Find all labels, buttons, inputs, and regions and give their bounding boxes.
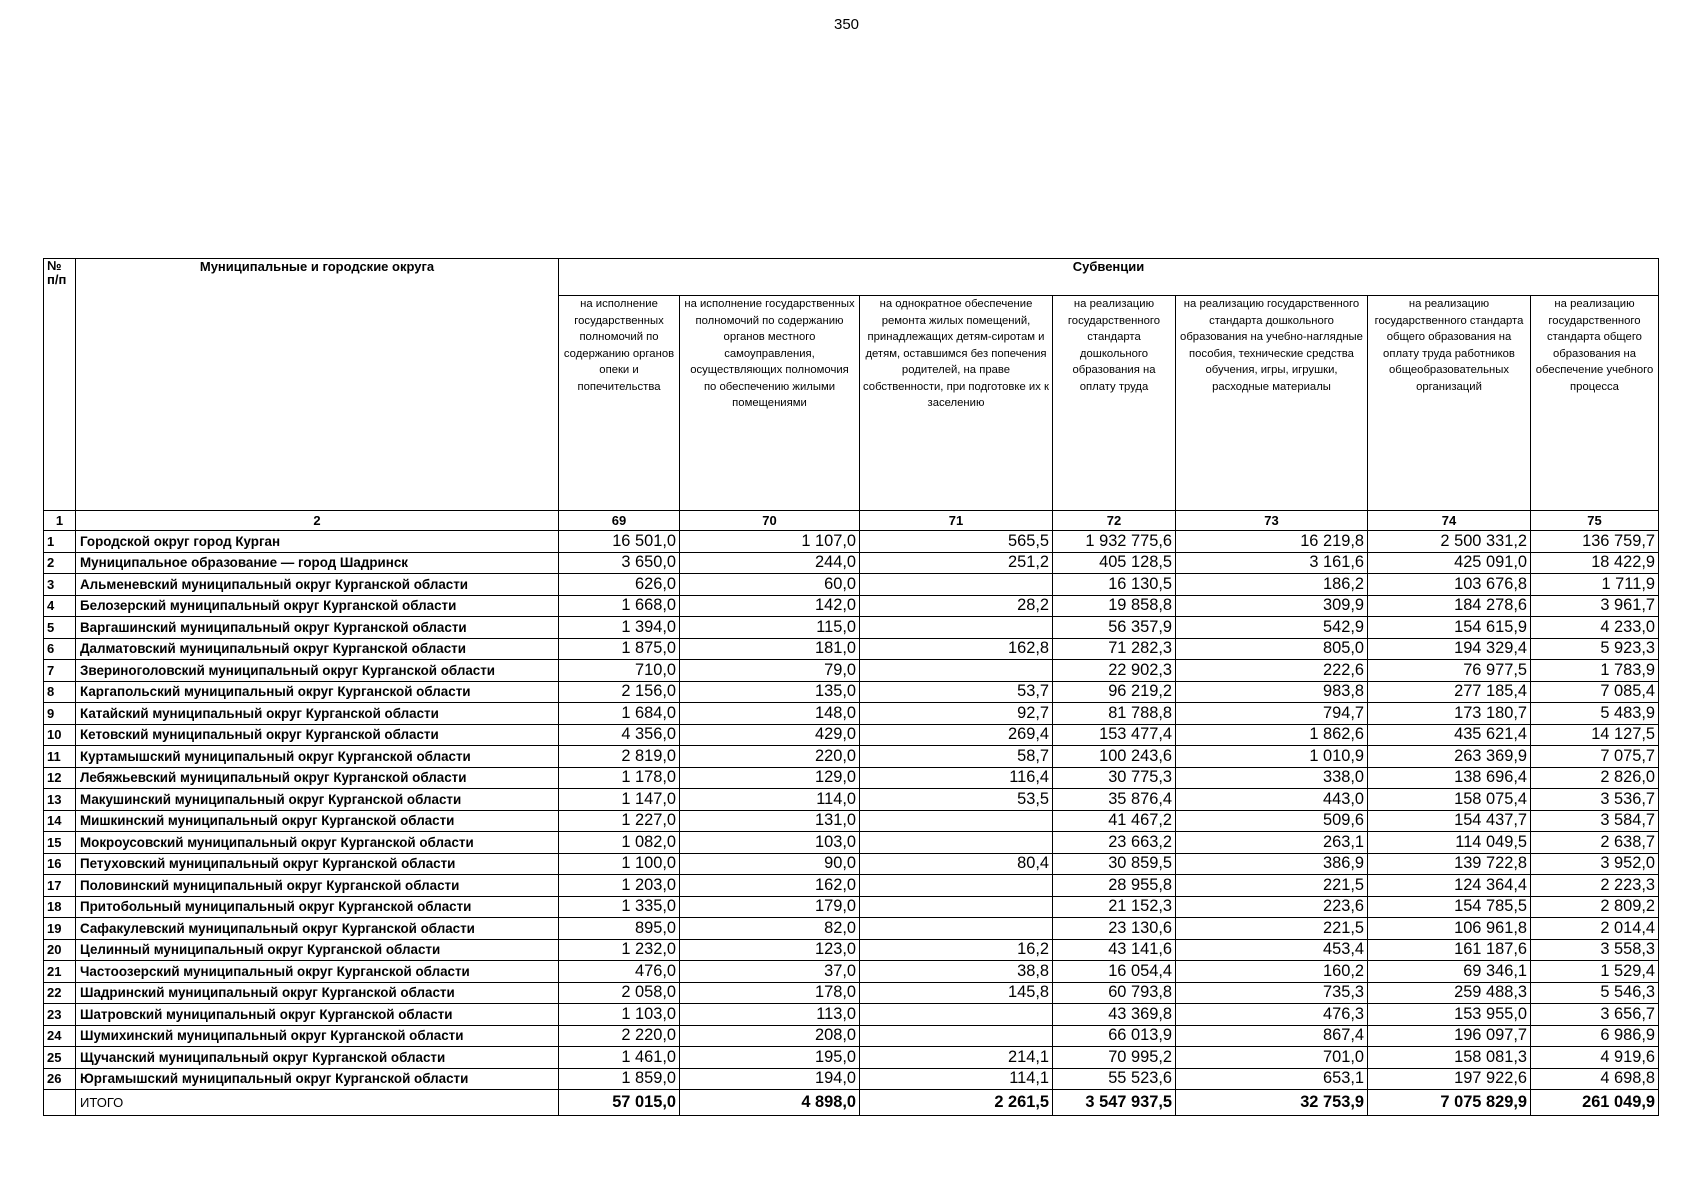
value-cell: 2 220,0	[559, 1025, 680, 1047]
value-cell: 453,4	[1176, 939, 1368, 961]
value-cell: 805,0	[1176, 638, 1368, 660]
value-cell: 4 698,8	[1531, 1068, 1659, 1090]
value-cell: 701,0	[1176, 1047, 1368, 1069]
row-number: 13	[44, 789, 76, 811]
table-row	[44, 982, 1659, 1004]
value-cell: 1 100,0	[559, 853, 680, 875]
value-cell: 208,0	[680, 1025, 860, 1047]
value-cell: 53,5	[860, 789, 1053, 811]
value-cell: 1 147,0	[559, 789, 680, 811]
value-cell: 220,0	[680, 746, 860, 768]
column-header: на исполнение государственных полномочий по содержанию органов местного самоуправления, осуществляющих полномочия по обеспечению жилыми помещениями	[680, 296, 860, 511]
value-cell: 18 422,9	[1531, 552, 1659, 574]
value-cell: 124 364,4	[1368, 875, 1531, 897]
table-row	[44, 617, 1659, 639]
value-cell: 28,2	[860, 595, 1053, 617]
value-cell: 148,0	[680, 703, 860, 725]
value-cell: 179,0	[680, 896, 860, 918]
total-cell: 7 075 829,9	[1368, 1090, 1531, 1116]
district-name: Щучанский муниципальный округ Курганской области	[76, 1047, 559, 1069]
value-cell: 138 696,4	[1368, 767, 1531, 789]
total-cell: 4 898,0	[680, 1090, 860, 1116]
value-cell: 16 219,8	[1176, 531, 1368, 553]
value-cell: 38,8	[860, 961, 1053, 983]
value-cell: 56 357,9	[1053, 617, 1176, 639]
value-cell: 161 187,6	[1368, 939, 1531, 961]
value-cell: 565,5	[860, 531, 1053, 553]
value-cell: 115,0	[680, 617, 860, 639]
value-cell: 106 961,8	[1368, 918, 1531, 940]
value-cell: 129,0	[680, 767, 860, 789]
value-cell: 429,0	[680, 724, 860, 746]
value-cell: 338,0	[1176, 767, 1368, 789]
value-cell: 263 369,9	[1368, 746, 1531, 768]
value-cell: 983,8	[1176, 681, 1368, 703]
value-cell: 14 127,5	[1531, 724, 1659, 746]
table-row	[44, 918, 1659, 940]
row-number: 15	[44, 832, 76, 854]
total-cell: 32 753,9	[1176, 1090, 1368, 1116]
column-header: на реализацию государственного стандарта дошкольного образования на оплату труда	[1053, 296, 1176, 511]
value-cell: 476,0	[559, 961, 680, 983]
value-cell	[860, 918, 1053, 940]
table-row	[44, 939, 1659, 961]
value-cell: 162,8	[860, 638, 1053, 660]
district-name: Кетовский муниципальный округ Курганской области	[76, 724, 559, 746]
district-name: Шадринский муниципальный округ Курганской области	[76, 982, 559, 1004]
value-cell: 100 243,6	[1053, 746, 1176, 768]
value-cell	[860, 660, 1053, 682]
row-number: 9	[44, 703, 76, 725]
value-cell: 1 227,0	[559, 810, 680, 832]
value-cell: 435 621,4	[1368, 724, 1531, 746]
row-number: 4	[44, 595, 76, 617]
value-cell: 76 977,5	[1368, 660, 1531, 682]
column-index: 69	[559, 511, 680, 531]
value-cell: 2 156,0	[559, 681, 680, 703]
district-name: Макушинский муниципальный округ Курганской области	[76, 789, 559, 811]
value-cell: 173 180,7	[1368, 703, 1531, 725]
table-row	[44, 853, 1659, 875]
value-cell: 269,4	[860, 724, 1053, 746]
value-cell: 16 054,4	[1053, 961, 1176, 983]
value-cell: 1 862,6	[1176, 724, 1368, 746]
column-index: 2	[76, 511, 559, 531]
value-cell: 160,2	[1176, 961, 1368, 983]
value-cell: 4 233,0	[1531, 617, 1659, 639]
value-cell: 3 961,7	[1531, 595, 1659, 617]
value-cell: 263,1	[1176, 832, 1368, 854]
value-cell: 30 775,3	[1053, 767, 1176, 789]
table-footer	[44, 1090, 1659, 1116]
value-cell: 194,0	[680, 1068, 860, 1090]
district-name: Шатровский муниципальный округ Курганской области	[76, 1004, 559, 1026]
row-number-header: № п/п	[44, 259, 76, 511]
value-cell: 103 676,8	[1368, 574, 1531, 596]
value-cell: 1 394,0	[559, 617, 680, 639]
value-cell: 3 584,7	[1531, 810, 1659, 832]
table-row	[44, 961, 1659, 983]
value-cell: 4 356,0	[559, 724, 680, 746]
value-cell: 58,7	[860, 746, 1053, 768]
value-cell: 223,6	[1176, 896, 1368, 918]
header-row	[44, 259, 1659, 296]
table-row	[44, 660, 1659, 682]
value-cell: 60,0	[680, 574, 860, 596]
value-cell: 5 546,3	[1531, 982, 1659, 1004]
value-cell: 19 858,8	[1053, 595, 1176, 617]
district-name: Катайский муниципальный округ Курганской области	[76, 703, 559, 725]
value-cell: 3 952,0	[1531, 853, 1659, 875]
table-row	[44, 1068, 1659, 1090]
value-cell: 43 369,8	[1053, 1004, 1176, 1026]
value-cell: 251,2	[860, 552, 1053, 574]
value-cell: 158 075,4	[1368, 789, 1531, 811]
row-number: 16	[44, 853, 76, 875]
value-cell: 16 501,0	[559, 531, 680, 553]
value-cell: 2 223,3	[1531, 875, 1659, 897]
value-cell: 136 759,7	[1531, 531, 1659, 553]
value-cell: 4 919,6	[1531, 1047, 1659, 1069]
value-cell: 90,0	[680, 853, 860, 875]
column-index: 75	[1531, 511, 1659, 531]
district-name: Юргамышский муниципальный округ Курганской области	[76, 1068, 559, 1090]
column-index: 70	[680, 511, 860, 531]
district-name: Целинный муниципальный округ Курганской области	[76, 939, 559, 961]
value-cell: 66 013,9	[1053, 1025, 1176, 1047]
table-row	[44, 789, 1659, 811]
value-cell: 81 788,8	[1053, 703, 1176, 725]
value-cell: 16,2	[860, 939, 1053, 961]
value-cell: 21 152,3	[1053, 896, 1176, 918]
value-cell: 1 783,9	[1531, 660, 1659, 682]
table-row	[44, 1025, 1659, 1047]
value-cell: 1 668,0	[559, 595, 680, 617]
value-cell: 405 128,5	[1053, 552, 1176, 574]
value-cell: 794,7	[1176, 703, 1368, 725]
value-cell: 23 663,2	[1053, 832, 1176, 854]
value-cell: 1 932 775,6	[1053, 531, 1176, 553]
table-row	[44, 531, 1659, 553]
row-number: 18	[44, 896, 76, 918]
subventions-table	[43, 258, 1659, 1116]
value-cell: 60 793,8	[1053, 982, 1176, 1004]
total-cell: 57 015,0	[559, 1090, 680, 1116]
value-cell: 196 097,7	[1368, 1025, 1531, 1047]
value-cell: 2 058,0	[559, 982, 680, 1004]
value-cell: 145,8	[860, 982, 1053, 1004]
table-row	[44, 681, 1659, 703]
page-number: 350	[833, 16, 860, 33]
row-number: 10	[44, 724, 76, 746]
table-row	[44, 810, 1659, 832]
total-label: ИТОГО	[76, 1090, 559, 1116]
column-index-row	[44, 511, 1659, 531]
value-cell: 194 329,4	[1368, 638, 1531, 660]
column-index: 1	[44, 511, 76, 531]
value-cell: 184 278,6	[1368, 595, 1531, 617]
row-number: 17	[44, 875, 76, 897]
district-name: Половинский муниципальный округ Курганской области	[76, 875, 559, 897]
value-cell: 7 075,7	[1531, 746, 1659, 768]
value-cell: 69 346,1	[1368, 961, 1531, 983]
value-cell: 443,0	[1176, 789, 1368, 811]
value-cell: 626,0	[559, 574, 680, 596]
row-number: 1	[44, 531, 76, 553]
row-number: 24	[44, 1025, 76, 1047]
value-cell: 5 483,9	[1531, 703, 1659, 725]
row-number: 11	[44, 746, 76, 768]
row-number: 8	[44, 681, 76, 703]
value-cell: 1 875,0	[559, 638, 680, 660]
value-cell: 80,4	[860, 853, 1053, 875]
value-cell: 2 014,4	[1531, 918, 1659, 940]
value-cell: 509,6	[1176, 810, 1368, 832]
value-cell: 1 461,0	[559, 1047, 680, 1069]
value-cell: 214,1	[860, 1047, 1053, 1069]
table-row	[44, 1004, 1659, 1026]
table-row	[44, 703, 1659, 725]
value-cell: 309,9	[1176, 595, 1368, 617]
district-name: Далматовский муниципальный округ Курганской области	[76, 638, 559, 660]
subventions-group-header: Субвенции	[559, 259, 1659, 296]
district-name: Мишкинский муниципальный округ Курганской области	[76, 810, 559, 832]
value-cell: 197 922,6	[1368, 1068, 1531, 1090]
value-cell: 195,0	[680, 1047, 860, 1069]
value-cell	[860, 574, 1053, 596]
value-cell: 1 107,0	[680, 531, 860, 553]
row-number: 12	[44, 767, 76, 789]
total-row	[44, 1090, 1659, 1116]
value-cell: 1 335,0	[559, 896, 680, 918]
district-name: Городской округ город Курган	[76, 531, 559, 553]
column-index: 73	[1176, 511, 1368, 531]
value-cell: 2 826,0	[1531, 767, 1659, 789]
row-number: 19	[44, 918, 76, 940]
district-name: Сафакулевский муниципальный округ Курганской области	[76, 918, 559, 940]
value-cell: 259 488,3	[1368, 982, 1531, 1004]
value-cell: 221,5	[1176, 918, 1368, 940]
total-cell: 2 261,5	[860, 1090, 1053, 1116]
value-cell: 1 859,0	[559, 1068, 680, 1090]
value-cell: 16 130,5	[1053, 574, 1176, 596]
value-cell: 135,0	[680, 681, 860, 703]
value-cell: 710,0	[559, 660, 680, 682]
table-row	[44, 724, 1659, 746]
value-cell: 153 477,4	[1053, 724, 1176, 746]
value-cell: 96 219,2	[1053, 681, 1176, 703]
value-cell: 1 684,0	[559, 703, 680, 725]
column-header: на реализацию государственного стандарта дошкольного образования на учебно-наглядные пособия, технические средства обучения, игры, игрушки, расходные материалы	[1176, 296, 1368, 511]
table-row	[44, 832, 1659, 854]
value-cell: 71 282,3	[1053, 638, 1176, 660]
column-header: на исполнение государственных полномочий по содержанию органов опеки и попечительства	[559, 296, 680, 511]
value-cell: 476,3	[1176, 1004, 1368, 1026]
value-cell: 116,4	[860, 767, 1053, 789]
table-row	[44, 875, 1659, 897]
value-cell: 153 955,0	[1368, 1004, 1531, 1026]
value-cell: 181,0	[680, 638, 860, 660]
row-number: 2	[44, 552, 76, 574]
row-number: 6	[44, 638, 76, 660]
value-cell	[860, 875, 1053, 897]
value-cell	[860, 617, 1053, 639]
column-index: 74	[1368, 511, 1531, 531]
column-index: 72	[1053, 511, 1176, 531]
table-row	[44, 767, 1659, 789]
value-cell: 2 638,7	[1531, 832, 1659, 854]
row-number: 20	[44, 939, 76, 961]
value-cell: 30 859,5	[1053, 853, 1176, 875]
value-cell: 735,3	[1176, 982, 1368, 1004]
value-cell: 154 437,7	[1368, 810, 1531, 832]
value-cell: 425 091,0	[1368, 552, 1531, 574]
value-cell: 222,6	[1176, 660, 1368, 682]
value-cell: 1 529,4	[1531, 961, 1659, 983]
table-row	[44, 746, 1659, 768]
district-name: Варгашинский муниципальный округ Курганской области	[76, 617, 559, 639]
district-name: Белозерский муниципальный округ Курганской области	[76, 595, 559, 617]
value-cell: 1 711,9	[1531, 574, 1659, 596]
column-header: на реализацию государственного стандарта общего образования на оплату труда работников общеобразовательных организаций	[1368, 296, 1531, 511]
table-row	[44, 595, 1659, 617]
value-cell: 3 558,3	[1531, 939, 1659, 961]
table-row	[44, 638, 1659, 660]
value-cell	[860, 1004, 1053, 1026]
district-name: Мокроусовский муниципальный округ Курганской области	[76, 832, 559, 854]
value-cell: 2 500 331,2	[1368, 531, 1531, 553]
value-cell: 1 232,0	[559, 939, 680, 961]
row-number: 5	[44, 617, 76, 639]
district-name: Лебяжьевский муниципальный округ Курганской области	[76, 767, 559, 789]
value-cell: 6 986,9	[1531, 1025, 1659, 1047]
row-number: 3	[44, 574, 76, 596]
value-cell: 92,7	[860, 703, 1053, 725]
value-cell: 162,0	[680, 875, 860, 897]
value-cell: 221,5	[1176, 875, 1368, 897]
value-cell: 70 995,2	[1053, 1047, 1176, 1069]
district-name: Петуховский муниципальный округ Курганской области	[76, 853, 559, 875]
table-row	[44, 574, 1659, 596]
district-name: Каргапольский муниципальный округ Курганской области	[76, 681, 559, 703]
value-cell: 244,0	[680, 552, 860, 574]
district-name: Частоозерский муниципальный округ Курганской области	[76, 961, 559, 983]
value-cell: 5 923,3	[1531, 638, 1659, 660]
value-cell: 1 082,0	[559, 832, 680, 854]
value-cell: 1 178,0	[559, 767, 680, 789]
value-cell: 139 722,8	[1368, 853, 1531, 875]
table-row	[44, 1047, 1659, 1069]
value-cell: 114 049,5	[1368, 832, 1531, 854]
column-header: на однократное обеспечение ремонта жилых помещений, принадлежащих детям-сиротам и детям, оставшимся без попечения родителей, на праве собственности, при подготовке их к заселению	[860, 296, 1053, 511]
value-cell: 3 161,6	[1176, 552, 1368, 574]
row-number: 22	[44, 982, 76, 1004]
value-cell: 123,0	[680, 939, 860, 961]
row-number: 21	[44, 961, 76, 983]
value-cell: 113,0	[680, 1004, 860, 1026]
value-cell: 82,0	[680, 918, 860, 940]
value-cell: 178,0	[680, 982, 860, 1004]
value-cell: 1 103,0	[559, 1004, 680, 1026]
value-cell: 142,0	[680, 595, 860, 617]
row-number: 26	[44, 1068, 76, 1090]
value-cell: 35 876,4	[1053, 789, 1176, 811]
value-cell: 37,0	[680, 961, 860, 983]
value-cell	[860, 1025, 1053, 1047]
value-cell: 114,1	[860, 1068, 1053, 1090]
district-name: Куртамышский муниципальный округ Курганской области	[76, 746, 559, 768]
district-name: Шумихинский муниципальный округ Курганской области	[76, 1025, 559, 1047]
value-cell: 3 656,7	[1531, 1004, 1659, 1026]
value-cell: 22 902,3	[1053, 660, 1176, 682]
value-cell	[860, 810, 1053, 832]
table-body	[44, 531, 1659, 1090]
value-cell: 43 141,6	[1053, 939, 1176, 961]
row-number: 14	[44, 810, 76, 832]
value-cell: 55 523,6	[1053, 1068, 1176, 1090]
value-cell: 131,0	[680, 810, 860, 832]
value-cell: 154 785,5	[1368, 896, 1531, 918]
total-cell: 3 547 937,5	[1053, 1090, 1176, 1116]
table-row	[44, 552, 1659, 574]
value-cell: 386,9	[1176, 853, 1368, 875]
column-index: 71	[860, 511, 1053, 531]
value-cell: 867,4	[1176, 1025, 1368, 1047]
value-cell	[860, 832, 1053, 854]
value-cell: 103,0	[680, 832, 860, 854]
value-cell: 154 615,9	[1368, 617, 1531, 639]
value-cell: 7 085,4	[1531, 681, 1659, 703]
value-cell: 277 185,4	[1368, 681, 1531, 703]
table-row	[44, 896, 1659, 918]
row-number: 7	[44, 660, 76, 682]
value-cell: 653,1	[1176, 1068, 1368, 1090]
total-number-cell	[44, 1090, 76, 1116]
value-cell: 53,7	[860, 681, 1053, 703]
value-cell: 186,2	[1176, 574, 1368, 596]
value-cell: 23 130,6	[1053, 918, 1176, 940]
district-header: Муниципальные и городские округа	[76, 259, 559, 511]
value-cell: 2 819,0	[559, 746, 680, 768]
value-cell: 158 081,3	[1368, 1047, 1531, 1069]
value-cell: 41 467,2	[1053, 810, 1176, 832]
row-number: 25	[44, 1047, 76, 1069]
value-cell: 895,0	[559, 918, 680, 940]
district-name: Муниципальное образование — город Шадринск	[76, 552, 559, 574]
value-cell: 114,0	[680, 789, 860, 811]
district-name: Притобольный муниципальный округ Курганской области	[76, 896, 559, 918]
row-number: 23	[44, 1004, 76, 1026]
value-cell: 1 010,9	[1176, 746, 1368, 768]
value-cell: 2 809,2	[1531, 896, 1659, 918]
value-cell: 542,9	[1176, 617, 1368, 639]
total-cell: 261 049,9	[1531, 1090, 1659, 1116]
value-cell	[860, 896, 1053, 918]
district-name: Звериноголовский муниципальный округ Курганской области	[76, 660, 559, 682]
value-cell: 1 203,0	[559, 875, 680, 897]
value-cell: 3 536,7	[1531, 789, 1659, 811]
value-cell: 79,0	[680, 660, 860, 682]
value-cell: 28 955,8	[1053, 875, 1176, 897]
value-cell: 3 650,0	[559, 552, 680, 574]
column-header: на реализацию государственного стандарта общего образования на обеспечение учебного процесса	[1531, 296, 1659, 511]
district-name: Альменевский муниципальный округ Курганской области	[76, 574, 559, 596]
